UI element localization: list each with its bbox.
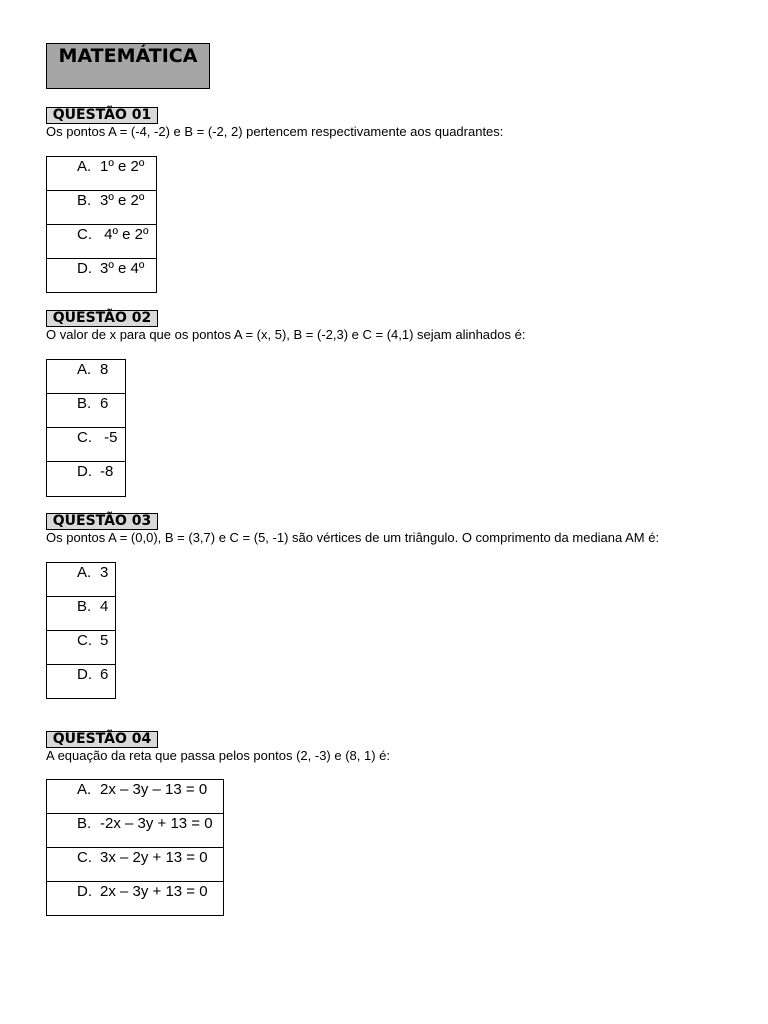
- option-letter: A.: [77, 361, 92, 378]
- option-value: 3º e 2º: [100, 192, 145, 209]
- question-text: Os pontos A = (0,0), B = (3,7) e C = (5, -1) são vértices de um triângulo. O comprimento da mediana AM é:: [46, 530, 660, 545]
- question-text: O valor de x para que os pontos A = (x, 5), B = (-2,3) e C = (4,1) sejam alinhados é:: [46, 327, 526, 342]
- option-a[interactable]: [47, 563, 115, 597]
- option-letter: C.: [77, 849, 92, 866]
- answer-options: [46, 779, 224, 916]
- option-value: 5: [100, 632, 109, 649]
- option-letter: B.: [77, 395, 92, 412]
- answer-options: [46, 359, 126, 497]
- option-letter: D.: [77, 666, 92, 683]
- option-letter: C.: [77, 429, 92, 446]
- option-value: 4: [100, 598, 109, 615]
- option-value: 3: [100, 564, 109, 581]
- option-letter: D.: [77, 883, 92, 900]
- option-value: 1º e 2º: [100, 158, 145, 175]
- option-value: -5: [100, 429, 118, 446]
- question-label: QUESTÃO 04: [46, 731, 158, 748]
- question-label: QUESTÃO 01: [46, 107, 158, 124]
- option-value: 2x – 3y + 13 = 0: [100, 883, 208, 900]
- question-label: QUESTÃO 02: [46, 310, 158, 327]
- option-letter: A.: [77, 781, 92, 798]
- option-value: 4º e 2º: [100, 226, 149, 243]
- option-letter: B.: [77, 192, 92, 209]
- option-b[interactable]: [47, 394, 125, 428]
- option-a[interactable]: [47, 157, 156, 191]
- option-value: 6: [100, 666, 109, 683]
- option-value: 2x – 3y – 13 = 0: [100, 781, 208, 798]
- question-label: QUESTÃO 03: [46, 513, 158, 530]
- option-value: -8: [100, 463, 114, 480]
- option-a[interactable]: [47, 360, 125, 394]
- option-value: 3º e 4º: [100, 260, 145, 277]
- option-letter: A.: [77, 564, 92, 581]
- option-c[interactable]: [47, 428, 125, 462]
- option-letter: A.: [77, 158, 92, 175]
- answer-options: [46, 562, 116, 699]
- option-b[interactable]: [47, 814, 223, 848]
- option-letter: B.: [77, 815, 92, 832]
- answer-options: [46, 156, 157, 293]
- option-d[interactable]: [47, 665, 115, 699]
- option-letter: D.: [77, 463, 92, 480]
- option-a[interactable]: [47, 780, 223, 814]
- option-letter: C.: [77, 226, 92, 243]
- question-text: A equação da reta que passa pelos pontos (2, -3) e (8, 1) é:: [46, 748, 390, 763]
- question-text: Os pontos A = (-4, -2) e B = (-2, 2) pertencem respectivamente aos quadrantes:: [46, 124, 504, 139]
- option-letter: C.: [77, 632, 92, 649]
- option-c[interactable]: [47, 848, 223, 882]
- option-c[interactable]: [47, 225, 156, 259]
- option-d[interactable]: [47, 882, 223, 916]
- option-d[interactable]: [47, 462, 125, 496]
- page-title: MATEMÁTICA: [46, 43, 210, 89]
- option-letter: D.: [77, 260, 92, 277]
- option-b[interactable]: [47, 191, 156, 225]
- option-d[interactable]: [47, 259, 156, 293]
- option-value: 3x – 2y + 13 = 0: [100, 849, 208, 866]
- option-c[interactable]: [47, 631, 115, 665]
- option-value: 6: [100, 395, 109, 412]
- option-letter: B.: [77, 598, 92, 615]
- option-value: -2x – 3y + 13 = 0: [100, 815, 213, 832]
- option-value: 8: [100, 361, 109, 378]
- option-b[interactable]: [47, 597, 115, 631]
